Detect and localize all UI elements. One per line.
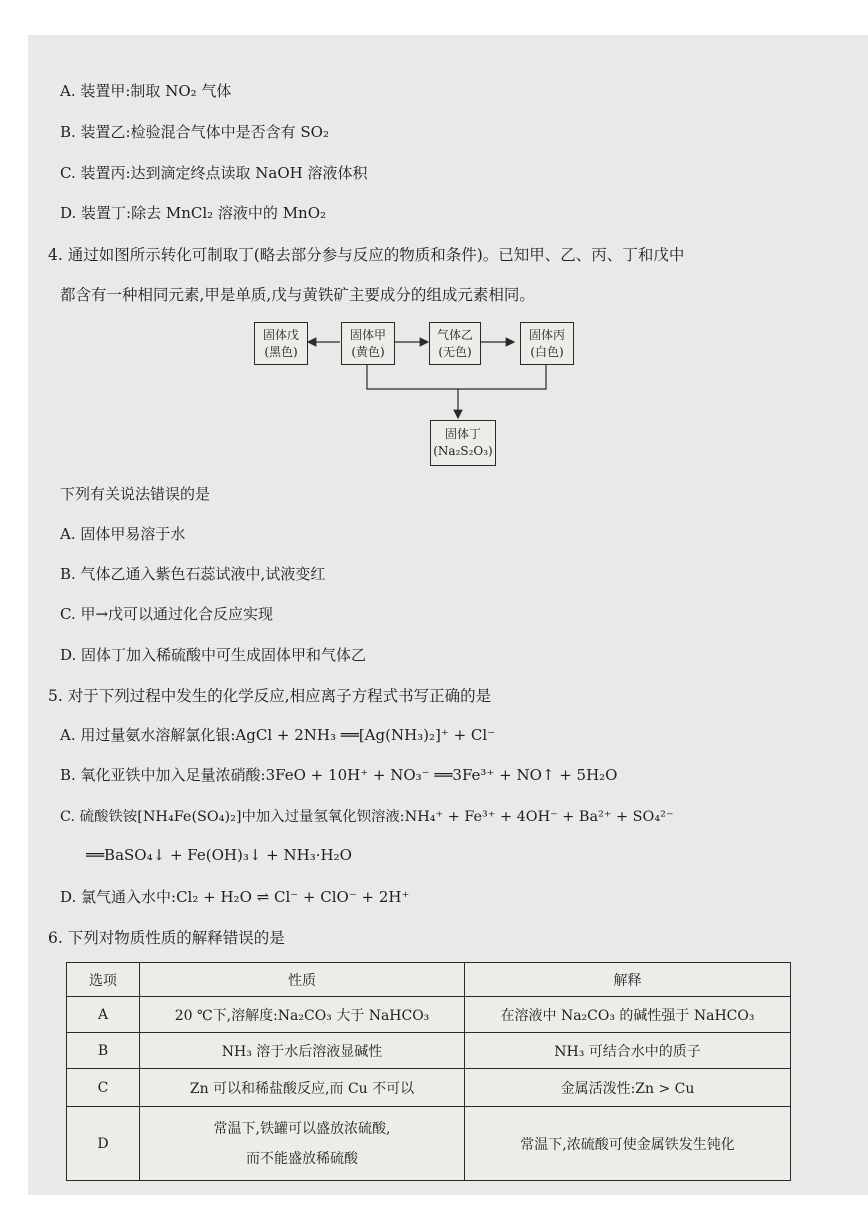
label: 固体丙 [528, 327, 565, 342]
q4-stem-line-1: 4. 通过如图所示转化可制取丁(略去部分参与反应的物质和条件)。已知甲、乙、丙、丁和戊中 [48, 246, 685, 264]
table-header-row [67, 963, 791, 997]
label: 固体甲 [349, 327, 386, 342]
q5-option-c-line-1: C. 硫酸铁铵[NH₄Fe(SO₄)₂]中加入过量氢氧化钡溶液:NH₄⁺ + Fe³⁺ + 4OH⁻ + Ba²⁺ + SO₄²⁻ [60, 809, 674, 825]
q5-option-b: B. 氧化亚铁中加入足量浓硝酸:3FeO + 10H⁺ + NO₃⁻ ══3Fe³⁺ + NO↑ + 5H₂O [60, 766, 618, 784]
q3-option-d: D. 装置丁:除去 MnCl₂ 溶液中的 MnO₂ [60, 204, 327, 222]
q6-stem: 6. 下列对物质性质的解释错误的是 [48, 929, 285, 947]
q4-option-b: B. 气体乙通入紫色石蕊试液中,试液变红 [60, 565, 326, 583]
row-property-multiline [140, 1107, 465, 1181]
row-option: B [67, 1033, 140, 1069]
q5-option-a: A. 用过量氨水溶解氯化银:AgCl + 2NH₃ ══[Ag(NH₃)₂]⁺ + Cl⁻ [60, 726, 496, 744]
row-option: D [67, 1107, 140, 1181]
label: (白色) [530, 344, 564, 359]
table-row [67, 997, 791, 1033]
diagram-arrows [28, 35, 868, 475]
q5-option-c-line-2: ══BaSO₄↓ + Fe(OH)₃↓ + NH₃·H₂O [86, 846, 352, 864]
label: 固体丁 [444, 427, 481, 441]
table-row [67, 1069, 791, 1107]
header-explanation: 解释 [465, 963, 791, 997]
row-property-line-2: 而不能盛放稀硫酸 [246, 1150, 358, 1167]
label: 气体乙 [436, 327, 473, 342]
label: (Na₂S₂O₃) [433, 444, 493, 458]
box-gas-yi [429, 322, 481, 365]
q4-stem-line-2: 都含有一种相同元素,甲是单质,戊与黄铁矿主要成分的组成元素相同。 [60, 286, 535, 304]
row-option: A [67, 997, 140, 1033]
q4-option-a: A. 固体甲易溶于水 [60, 525, 186, 543]
header-property: 性质 [140, 963, 465, 997]
row-property: NH₃ 溶于水后溶液显碱性 [140, 1033, 465, 1069]
q4-option-c: C. 甲→戊可以通过化合反应实现 [60, 605, 274, 623]
row-explanation: 金属活泼性:Zn > Cu [465, 1069, 791, 1107]
table-row [67, 1033, 791, 1069]
q3-option-c: C. 装置丙:达到滴定终点读取 NaOH 溶液体积 [60, 164, 368, 182]
label: 固体戊 [262, 327, 299, 342]
label: (黄色) [351, 344, 385, 359]
box-solid-jia [341, 322, 395, 365]
label: (无色) [438, 344, 472, 359]
header-option: 选项 [67, 963, 140, 997]
row-explanation: NH₃ 可结合水中的质子 [465, 1033, 791, 1069]
row-property-line-1: 常温下,铁罐可以盛放浓硫酸, [213, 1120, 391, 1137]
row-explanation: 常温下,浓硫酸可使金属铁发生钝化 [465, 1107, 791, 1181]
label: (黑色) [264, 344, 298, 359]
box-solid-wu [254, 322, 308, 365]
q4-option-d: D. 固体丁加入稀硫酸中可生成固体甲和气体乙 [60, 646, 367, 664]
exam-page [28, 35, 868, 1195]
q5-option-d: D. 氯气通入水中:Cl₂ + H₂O ⇌ Cl⁻ + ClO⁻ + 2H⁺ [60, 888, 410, 906]
conversion-diagram [28, 35, 868, 475]
q3-option-b: B. 装置乙:检验混合气体中是否含有 SO₂ [60, 123, 329, 141]
row-property: 20 ℃下,溶解度:Na₂CO₃ 大于 NaHCO₃ [140, 997, 465, 1033]
q5-stem: 5. 对于下列过程中发生的化学反应,相应离子方程式书写正确的是 [48, 687, 492, 705]
box-solid-bing [520, 322, 574, 365]
row-option: C [67, 1069, 140, 1107]
q6-table [66, 962, 791, 1181]
table-row [67, 1107, 791, 1181]
q3-option-a: A. 装置甲:制取 NO₂ 气体 [60, 82, 232, 100]
row-property: Zn 可以和稀盐酸反应,而 Cu 不可以 [140, 1069, 465, 1107]
row-explanation: 在溶液中 Na₂CO₃ 的碱性强于 NaHCO₃ [465, 997, 791, 1033]
box-solid-ding [430, 420, 496, 466]
q4-prompt: 下列有关说法错误的是 [60, 485, 211, 503]
